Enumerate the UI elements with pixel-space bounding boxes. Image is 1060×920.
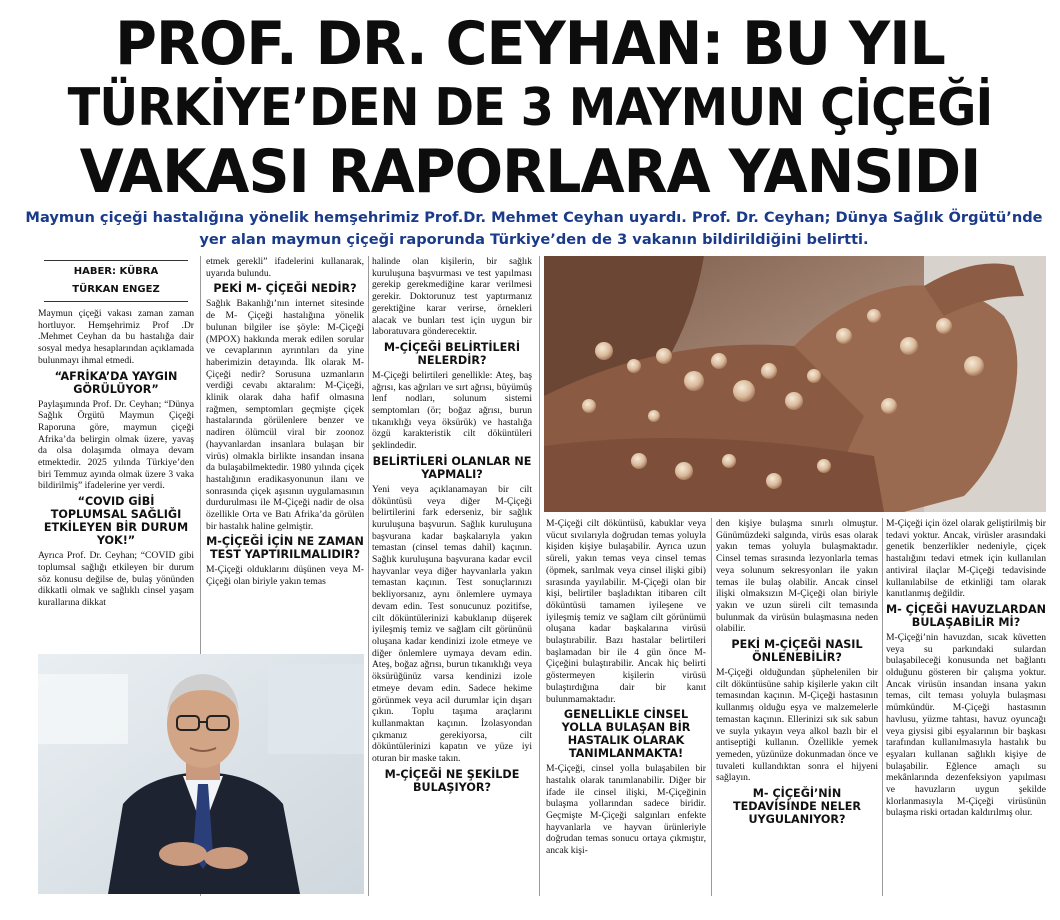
article-column-2 — [206, 256, 364, 896]
subheading: “COVID GİBİ TOPLUMSAL SAĞLIĞI ETKİLEYEN BİR DURUM YOK!” — [43, 495, 189, 548]
paragraph: Yeni veya açıklanamayan bir cilt döküntüsü veya diğer M-Çiçeği belirtilerini fark ederseniz, bir sağlık kuruluşuna başvurun. Sağlık kuruluşuna başvurana kadar başkalarıyla yakın temastan (cinsel temas dahil) kaçının. Sağlık kuruluşuna başvurana kadar evcil hayvanlar veya diğer hayvanlarla yakın temastan kaçının. Test sonuçlarınızı bekliyorsanız, aynı önlemlere uymaya devam edin. Test sonucunuz pozitifse, cilt döküntülerinizi kabuklanıp düşerek iyileşmiş temiz ve sağlam cilt görününü oluşana kadar kendinizi izole etmeye ve diğer önlemlere uymaya devam edin. Ateş, boğaz ağrısı, burun tıkanıklığı veya öksürüğünüz varsa kendinizi izole etmeye devam edin. Sadece hekime görünmek veya acil durumlar için dışarı çıkın. Toplu taşıma araçlarını kullanmaktan kaçının. İzolasyondan çıkmanız gerekiyorsa, cilt döküntülerinizi kapatın ve yüze iyi oturan bir maske takın. — [372, 483, 532, 765]
paragraph: halinde olan kişilerin, bir sağlık kuruluşuna başvurması ve test yapılması gerekip gerekmediğine karar verilmesi gerekir. Doktorunuz test yaptırmanız gerektiğine karar verirse, örnekleri alacak ve bunları test için uygun bir laboratuvara gönderecektir. — [372, 256, 532, 338]
column-divider — [539, 256, 540, 896]
column-divider — [368, 256, 369, 896]
subheading: M- ÇİÇEĞİ HAVUZLARDAN BULAŞABİLİR Mİ? — [886, 602, 1046, 629]
headline-line-3: VAKASI RAPORLARA YANSIDI — [79, 137, 981, 207]
paragraph: M-Çiçeği cilt döküntüsü, kabuklar veya vücut sıvılarıyla doğrudan temas yoluyla kişiden kişiye bulaşabilir. Ayrıca uzun süreli, yakın temas veya cinsel temas (öpmek, sarılmak veya cinsel ilişki gibi) sırasında yayılabilir. M-Çiçeği olan bir kişi, belirtiler başladıktan itibaren cilt döküntüsü tamamen iyileşene ve iyileşmiş temiz ve sağlam cilt görünümü oluşana kadar başkalarına virüsü bulaştırabilir. Bazı hastalar belirtileri başlamadan bir ile 4 gün önce M-Çiçeğini bulaştırabilir. Ancak hiç belirti göstermeyen kişilerin virüsü bulaştırdığına dair bir kanıt bulunmamaktadır. — [546, 518, 706, 705]
paragraph: M-Çiçeği, cinsel yolla bulaşabilen bir hastalık olarak tanımlanabilir. Diğer bir ifade ile cinsel ilişki, M-Çiçeğinin bulaşma yollarından sadece biridir. Geçmişte M-Çiçeği salgınları enfekte hayvanlarla ve hayvan ürünleriyle doğrudan temas sonucu ortaya çıkmıştır, ancak kişi- — [546, 763, 706, 857]
article-deck: Maymun çiçeği hastalığına yönelik hemşehrimiz Prof.Dr. Mehmet Ceyhan uyardı. Prof. Dr. Ceyhan; Dünya Sağlık Örgütü’nde yer alan maymun çiçeği raporunda Türkiye’den de 3 vakanın bildirildiğini belirtti. — [25, 209, 1043, 248]
article-column-1 — [38, 256, 194, 651]
subheading: M-ÇİÇEĞİ NE ŞEKİLDE BULAŞIYOR? — [384, 767, 520, 794]
paragraph: M-Çiçeği olduğundan şüphelenilen bir cilt döküntüsüne sahip kişilerle yakın cilt temasından kaçının. M-Çiçeği hastasının kullanmış olduğu eşya ve malzemelerle temastan kaçının. Ellerinizi sık sık sabun ve suyla yıkayın veya alkol bazlı bir el antiseptiği kullanın. Özellikle yemek yemeden, yüzünüze dokunmadan önce ve tuvaleti kullandıktan sonra el hijyeni sağlayın. — [716, 667, 878, 784]
paragraph: Sağlık Bakanlığı’nın internet sitesinde de M- Çiçeği hastalığına yönelik bulunan bilgiler ise şöyle: M-Çiçeği (MPOX) hakkında merak edilen sorular ve cevaplarının ayrıntıları da yine haberimizin detayında. İlk olarak M-Çiçeği nedir? Sorusuna uzmanların verdiği cevabı aktaralım: M-Çiçeği, klinik olarak daha hafif olmasına rağmen, semptomları geçmişte çiçek hastalarında görülenlere benzer ve nadiren ölümcül viral bir zoonoz (hayvanlardan insanlara bulaşan bir virüs) olmakla birlikte insandan insana da bulaşabilmektedir. 1980 yılında çiçek hastalığının eradikasyonunun ilanı ve sonrasında çiçek aşısının uygulamasının durdurulması ile M-Çiçeği nadir de olsa özellikle Orta ve Batı Afrika’da görülen bir hastalık haline gelmiştir. — [206, 298, 364, 532]
subheading: “AFRİKA’DA YAYGIN GÖRÜLÜYOR” — [54, 369, 178, 396]
subheading: M- ÇİÇEĞİ’NİN TEDAVİSİNDE NELER UYGULANIYOR? — [732, 787, 862, 827]
headline-line-2: TÜRKİYE’DEN DE 3 MAYMUN ÇİÇEĞİ — [67, 78, 993, 138]
paragraph: M-Çiçeği olduklarını düşünen veya M-Çiçeği olan biriyle yakın temas — [206, 564, 364, 588]
paragraph: Paylaşımında Prof. Dr. Ceyhan; “Dünya Sağlık Örgütü Maymun Çiçeği Raporuna göre, maymun çiçeği Afrika’da belirgin olmak üzere, yavaş da olsa dolaşımda olmaya devam etmektedir. 2025 yılında Türkiye’den biri Temmuz ayında olmak üzere 3 vaka bildirilmiş” ifadelerine yer verdi. — [38, 398, 194, 492]
article-column-3 — [372, 256, 532, 896]
mpox-rash-photo — [544, 256, 1046, 512]
paragraph: M-Çiçeği belirtileri genellikle: Ateş, baş ağrısı, kas ağrıları ve sırt ağrısı, büyümüş lenf nodları, solunum sistemi semptomları (ör; boğaz ağrısı, burun tıkanıklığı veya öksürük) ve hastalığa özgü karakteristik cilt döküntüleri şeklindedir. — [372, 369, 532, 452]
byline-line-1: HABER: KÜBRA — [73, 266, 159, 277]
subheading: M-ÇİÇEĞİ BELİRTİLERİ NELERDİR? — [383, 340, 521, 367]
article-column-4 — [546, 518, 706, 898]
mpox-rash-graphic — [544, 256, 1046, 512]
paragraph: Maymun çiçeği vakası zaman zaman hortluyor. Hemşehrimiz Prof .Dr .Mehmet Ceyhan da bu hastalığa dair sosyal medya hesaplarından açıklamada bulunmayı ihmal etmedi. — [38, 308, 194, 366]
paragraph: M-Çiçeği’nin havuzdan, sıcak küvetten veya su parkındaki sulardan bulaşabileceği konusunda net bağlantı olduğunu gösteren bir çalışma yoktur. Ancak virüsün insandan insana yakın temas, cilt teması yoluyla bulaşması mümkündür. M-Çiçeği hastasının havlusu, yüzme tahtası, havuz oyuncağı veya giysisi gibi eşyalarının bir başkası tarafından kullanılmasıyla hastalık bu eşyaları kullanan sağlıklı kişiye de bulaşabilir. Eğlence amaçlı su mekânlarında dezenfeksiyon yapılması ve havuzların uygun şekilde klorlanmasıyla M-Çiçeği virüsünün bulaşma riski ortadan kaldırılmış olur. — [886, 631, 1046, 819]
column-divider — [882, 518, 883, 896]
subheading: M-ÇİÇEĞİ İÇİN NE ZAMAN TEST YAPTIRILMALIDIR? — [206, 535, 364, 562]
headline-line-1: PROF. DR. CEYHAN: BU YIL — [115, 9, 945, 79]
paragraph: M-Çiçeği için özel olarak geliştirilmiş bir tedavi yoktur. Ancak, virüsler arasındaki genetik benzerlikler nedeniyle, çiçek hastalığını tedavi etmek için kullanılan antiviral ilaçlar M-Çiçeği tedavisinde kullanılabilse de etkinliği tam olarak kanıtlanmış değildir. — [886, 518, 1046, 600]
paragraph: etmek gerekli” ifadelerini kullanarak, uyarıda bulundu. — [206, 256, 364, 279]
subheading: PEKİ M- ÇİÇEĞİ NEDİR? — [213, 282, 357, 296]
paragraph: Ayrıca Prof. Dr. Ceyhan; “COVID gibi toplumsal sağlığı etkileyen bir durum söz konusu değilse de, bulaş yönünden dikkatli olmak ve sağlıklı cinsel yaşam kurallarına dikkat — [38, 550, 194, 608]
headline — [0, 9, 1060, 207]
paragraph: den kişiye bulaşma sınırlı olmuştur. Günümüzdeki salgında, virüs esas olarak yakın temas yoluyla bulaşmaktadır. Cinsel temas sırasında lezyonlarla temas veya solunum sekresyonları ile yakın temas ile bulaş olabilir. Ancak cinsel ilişki olmaksızın M-Çiçeği olan biriyle yakın ve uzun süreli cilt temasında bulunmak da virüsün bulaşmasına neden olabilir. — [716, 518, 878, 635]
subheading: GENELLİKLE CİNSEL YOLLA BULAŞAN BİR HASTALIK OLARAK TANIMLANMAKTA! — [561, 708, 691, 761]
subheading: BELİRTİLERİ OLANLAR NE YAPMALI? — [372, 454, 532, 481]
byline — [44, 260, 188, 302]
subheading: PEKİ M-ÇİÇEĞİ NASIL ÖNLENEBİLİR? — [731, 638, 863, 665]
column-divider — [711, 518, 712, 896]
article-column-6 — [886, 518, 1046, 898]
article-column-5 — [716, 518, 878, 898]
byline-line-2: TÜRKAN ENGEZ — [72, 284, 160, 295]
